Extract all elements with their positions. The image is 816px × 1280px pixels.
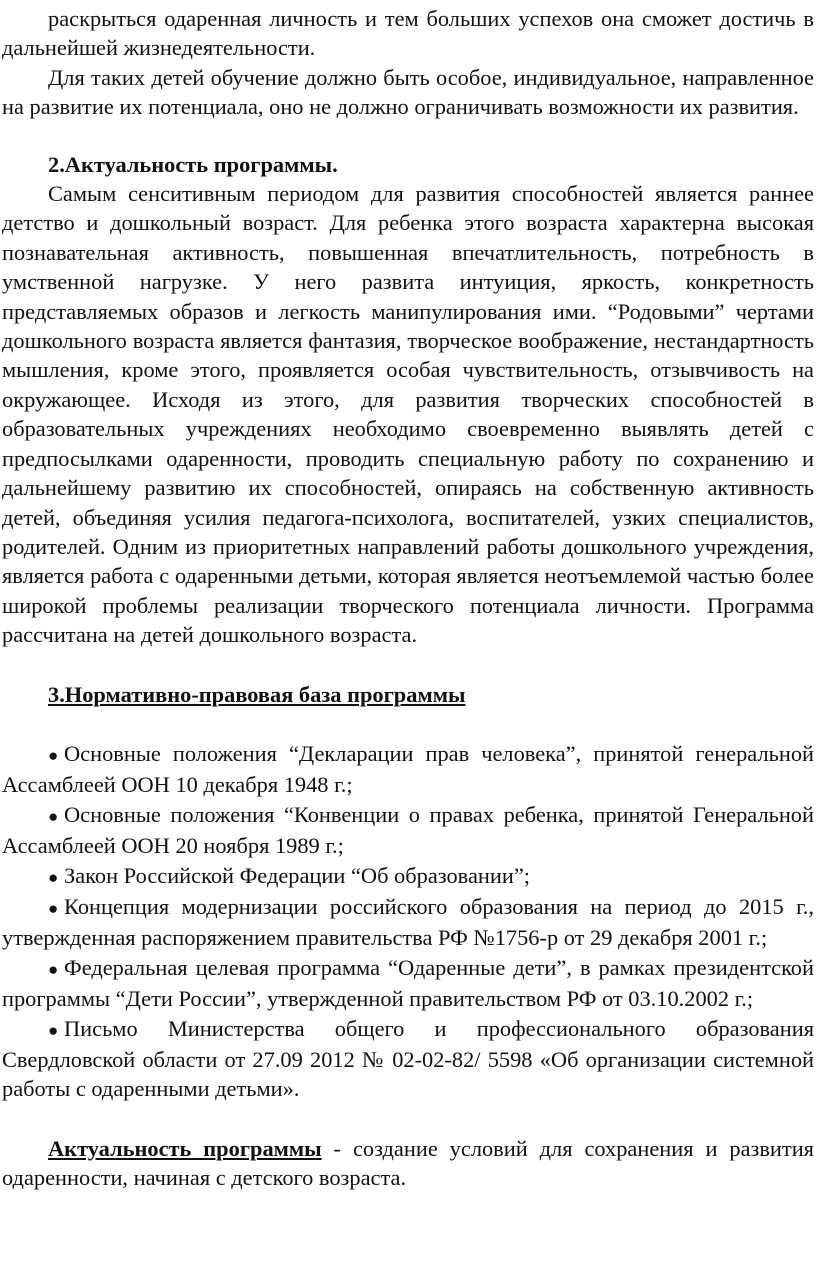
bullet-icon: ● xyxy=(48,959,59,979)
list-item xyxy=(2,861,814,892)
list-item-text: Федеральная целевая программа “Одаренные дети”, в рамках президентской программы “Дети России”, утвержденной правительством РФ от 03.10.2002 г.; xyxy=(2,954,814,1012)
list-item-text: Закон Российской Федерации “Об образовании”; xyxy=(64,862,531,888)
list-item-text: Основные положения “Конвенции о правах ребенка, принятой Генеральной Ассамблеей ООН 20 ноября 1989 г.; xyxy=(2,801,814,859)
section-2-body: Самым сенситивным периодом для развития способностей является раннее детство и дошкольный возраст. Для ребенка этого возраста характерна высокая познавательная активность, повышенная впечатлительность, потребность в умственной нагрузке. У него развита интуиция, яркость, конкретность представляемых образов и легкость манипулирования ими. “Родовыми” чертами дошкольного возраста является фантазия, творческое воображение, нестандартность мышления, кроме этого, проявляется особая чувствительность, отзывчивость на окружающее. Исходя из этого, для развития творческих способностей в образовательных учреждениях необходимо своевременно выявлять детей с предпосылками одаренности, проводить специальную работу по сохранению и дальнейшему развитию их способностей, опираясь на собственную активность детей, объединяя усилия педагога-психолога, воспитателей, узких специалистов, родителей. Одним из приоритетных направлений работы дошкольного учреждения, является работа с одаренными детьми, которая является неотъемлемой частью более широкой проблемы реализации творческого потенциала личности. Программа рассчитана на детей дошкольного возраста. xyxy=(2,181,814,648)
section-3-heading xyxy=(2,680,814,709)
bullet-icon: ● xyxy=(48,806,59,826)
list-item xyxy=(2,739,814,800)
closing-label: Актуальность программы xyxy=(48,1135,322,1161)
list-item-text: Письмо Министерства общего и профессионального образования Свердловской области от 27.09 2012 № 02-02-82/ 5598 «Об организации системной работы с одаренными детьми». xyxy=(2,1015,814,1102)
list-item xyxy=(2,892,814,953)
bullet-icon: ● xyxy=(48,1020,59,1040)
list-item-text: Основные положения “Декларации прав человека”, принятой генеральной Ассамблеей ООН 10 декабря 1948 г.; xyxy=(2,740,814,798)
intro-paragraph-continued xyxy=(2,4,814,63)
intro-text-2: Для таких детей обучение должно быть особое, индивидуальное, направленное на развитие их потенциала, оно не должно ограничивать возможности их развития. xyxy=(2,64,814,120)
intro-paragraph-2 xyxy=(2,63,814,122)
spacer xyxy=(2,650,814,680)
spacer xyxy=(2,122,814,150)
list-item xyxy=(2,1014,814,1104)
legal-basis-list xyxy=(2,739,814,1104)
closing-paragraph xyxy=(2,1134,814,1193)
bullet-icon: ● xyxy=(48,867,59,887)
list-item-text: Концепция модернизации российского образования на период до 2015 г., утвержденная распоряжением правительства РФ №1756-р от 29 декабря 2001 г.; xyxy=(2,893,814,951)
bullet-icon: ● xyxy=(48,898,59,918)
intro-text-1: раскрыться одаренная личность и тем больших успехов она сможет достичь в дальнейшей жизнедеятельности. xyxy=(2,6,814,61)
section-2-heading: 2.Актуальность программы. xyxy=(48,151,338,177)
list-item xyxy=(2,953,814,1014)
bullet-icon: ● xyxy=(48,745,59,765)
closing-text: - создание условий для сохранения и развития одаренности, начиная с детского возраста. xyxy=(2,1135,814,1191)
spacer xyxy=(2,1104,814,1134)
list-item xyxy=(2,800,814,861)
spacer xyxy=(2,709,814,739)
section-3-title: 3.Нормативно-правовая база программы xyxy=(48,681,466,707)
